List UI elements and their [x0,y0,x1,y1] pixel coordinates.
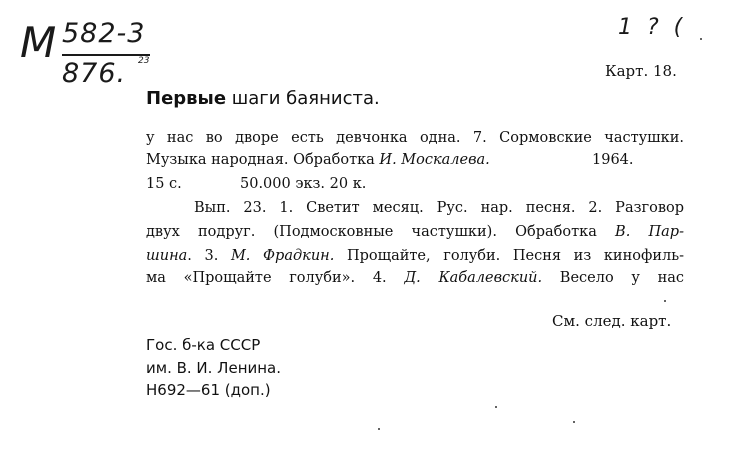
handwritten-shelf-number-bottom: 876. [62,58,127,89]
line5-italic: В. Пар- [615,224,684,240]
line6-italic-a: шина [146,248,188,264]
body-line-1: у нас во дворе есть девчонка одна. 7. Сормовские частушки. [146,130,684,146]
library-line-2: им. В. И. Ленина. [146,359,282,377]
handwritten-shelf-letter: М [20,18,57,67]
body-line-6 [146,248,684,264]
speck [378,428,380,430]
body-line-2 [146,152,634,168]
publication-year: 1964. [592,152,634,168]
speck [573,421,575,423]
speck [700,38,702,40]
handwritten-fraction-line [62,54,150,56]
library-line-1: Гос. б-ка СССР [146,336,261,354]
line7-text-c: Весело у нас [542,270,685,286]
print-run-price: 50.000 экз. 20 к. [240,176,367,192]
body-line-7 [146,270,684,286]
title-bold-word: Первые [146,88,227,109]
speck [495,406,497,408]
book-title [146,88,380,109]
library-line-3: Н692—61 (доп.) [146,381,271,399]
handwritten-shelf-number-top: 582-3 [62,18,146,49]
speck [664,300,666,302]
arranger-name: И. Москалева. [379,152,490,168]
card-number: Карт. 18. [605,62,677,80]
line6-italic-c: М. Фрадкин. [230,248,335,264]
line6-text-b: . 3. [187,248,231,264]
handwritten-corner-mark: 1 ? ( [618,15,687,40]
line7-text-a: ма «Прощайте голуби». 4. [146,270,405,286]
arranger-prefix: Музыка народная. Обработка [146,152,380,168]
line7-italic-b: Д. Кабалевский. [404,270,543,286]
body-line-3 [146,176,367,192]
body-line-5 [146,224,684,240]
next-card-note: См. след. карт. [552,312,672,330]
title-rest: шаги баяниста. [226,88,380,109]
body-line-4: Вып. 23. 1. Светит месяц. Рус. нар. песня. 2. Разговор [194,200,684,216]
handwritten-superscript: 23 [138,56,150,66]
line6-text-d: Прощайте, голуби. Песня из кинофиль- [334,248,684,264]
page-count: 15 с. [146,176,182,192]
line5-text: двух подруг. (Подмосковные частушки). Обработка [146,224,616,240]
